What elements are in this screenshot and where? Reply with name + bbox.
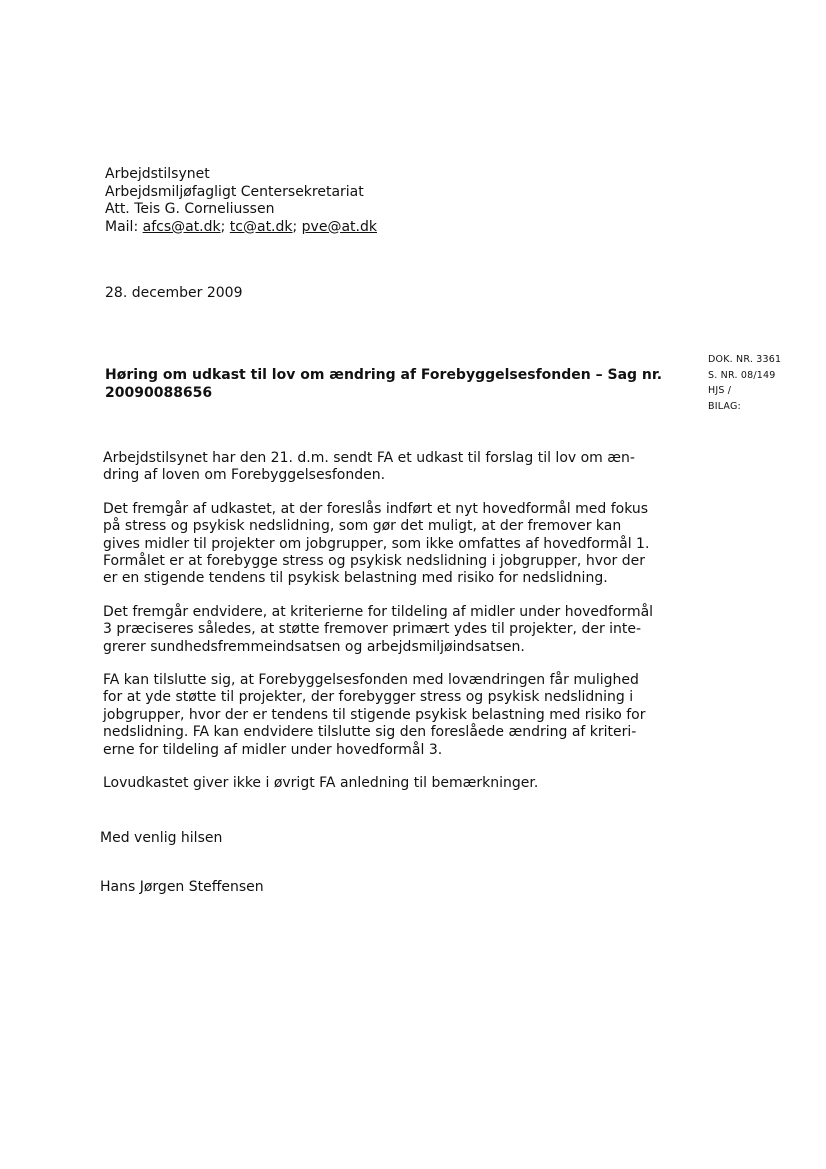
body-paragraph-1: Arbejdstilsynet har den 21. d.m. sendt FA et udkast til forslag til lov om æn- dring af loven om Forebyggelsesfonden.	[103, 450, 635, 484]
author-initials: HJS /	[708, 385, 732, 396]
recipient-address	[105, 166, 377, 236]
body-paragraph-3: Det fremgår endvidere, at kriterierne for tildeling af midler under hovedformål 3 præciseres således, at støtte fremover primært ydes til projekter, der inte- grerer sundhedsfremmeindsatsen og arbejdsmiljøindsatsen.	[103, 603, 654, 655]
body-paragraph-5: Lovudkastet giver ikke i øvrigt FA anledning til bemærkninger.	[103, 775, 539, 792]
attachments: BILAG:	[708, 400, 741, 412]
recipient-department: Arbejdsmiljøfagligt Centersekretariat	[105, 183, 364, 200]
letter-subject	[105, 366, 665, 402]
document-number: DOK. NR. 3361	[708, 354, 782, 365]
recipient-mail-line: Mail: afcs@at.dk; tc@at.dk; pve@at.dk	[105, 218, 377, 235]
letter-body	[103, 450, 663, 809]
body-paragraph-4: FA kan tilslutte sig, at Forebyggelsesfonden med lovændringen får mulighed for at yde støtte til projekter, der forebygger stress og psykisk nedslidning i jobgrupper, hvor der er tendens til stigende psykisk belastning med risiko for nedslidning. FA kan endvidere tilslutte sig den foreslåede ændring af kriteri- erne for tildeling af midler under hovedformål 3.	[103, 672, 646, 758]
closing-greeting: Med venlig hilsen	[100, 830, 223, 846]
email-link-tc[interactable]: tc@at.dk	[229, 218, 293, 235]
mail-label: Mail:	[105, 218, 143, 235]
email-link-pve[interactable]: pve@at.dk	[301, 218, 377, 235]
email-link-afcs[interactable]: afcs@at.dk	[142, 218, 221, 235]
recipient-org: Arbejdstilsynet	[105, 166, 210, 182]
recipient-attention: Att. Teis G. Corneliussen	[105, 201, 275, 217]
subject-line-1: Høring om udkast til lov om ændring af Forebyggelsesfonden – Sag nr.	[105, 367, 663, 383]
signature-name: Hans Jørgen Steffensen	[100, 879, 264, 895]
document-meta	[708, 352, 781, 414]
letter-date: 28. december 2009	[105, 285, 243, 301]
case-number: S. NR. 08/149	[708, 369, 776, 381]
subject-line-2: 20090088656	[105, 385, 213, 401]
body-paragraph-2: Det fremgår af udkastet, at der foreslås indført et nyt hovedformål med fokus på stress og psykisk nedslidning, som gør det muligt, at der fremover kan gives midler til projekter om jobgrupper, som ikke omfattes af hovedformål 1. Formålet er at forebygge stress og psykisk nedslidning i jobgrupper, hvor der er en stigende tendens til psykisk belastning med risiko for nedslidning.	[103, 500, 650, 587]
